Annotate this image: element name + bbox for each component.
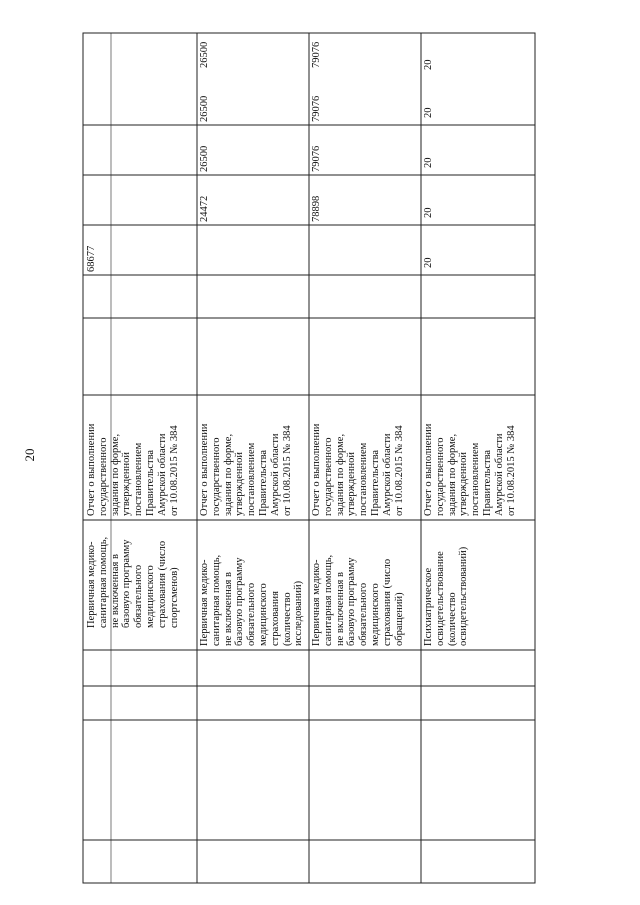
row4-value-5: 20 (423, 59, 434, 70)
row3-value-2: 78898 (311, 195, 322, 222)
row4-source: Отчет о выполнении государственного задания по форме, утвержденной постановлением Правительства Амурской области от 10.08.2015 № 384 (423, 423, 517, 516)
page-number: 20 (22, 448, 37, 462)
row3-value-3: 79076 (311, 145, 322, 172)
row1-indicator: Первичная медико- санитарная помощь, не включенная в базовую программу обязательного медицинского страхования (число спортсменов) (86, 536, 180, 628)
row2-value-5: 26500 (199, 41, 210, 68)
row2-value-4: 26500 (199, 95, 210, 122)
row3-value-5: 79076 (311, 41, 322, 68)
row3-source: Отчет о выполнении государственного задания по форме, утвержденной постановлением Правительства Амурской области от 10.08.2015 № 384 (311, 423, 405, 516)
row4-value-1: 20 (423, 257, 434, 268)
row3-value-4: 79076 (311, 95, 322, 122)
row2-source: Отчет о выполнении государственного задания по форме, утвержденной постановлением Правительства Амурской области от 10.08.2015 № 384 (199, 423, 293, 516)
row1-value-1: 68677 (86, 245, 97, 272)
row2-value-2: 24472 (199, 195, 210, 222)
row1-source: Отчет о выполнении государственного задания по форме, утвержденной постановлением Правительства Амурской области от 10.08.2015 № 384 (86, 423, 180, 516)
row2-value-3: 26500 (199, 145, 210, 172)
row3-indicator: Первичная медико- санитарная помощь, не включенная в базовую программу обязательного медицинского страхования (число обращений) (311, 554, 405, 646)
row4-indicator: Психиатрическое освидетельствование (количество освидетельствований) (423, 546, 470, 646)
row4-value-2: 20 (423, 207, 434, 218)
row4-value-4: 20 (423, 107, 434, 118)
row2-indicator: Первичная медико- санитарная помощь, не включенная в базовую программу обязательного медицинского страхования (количество исследований) (199, 554, 305, 646)
row4-value-3: 20 (423, 157, 434, 168)
